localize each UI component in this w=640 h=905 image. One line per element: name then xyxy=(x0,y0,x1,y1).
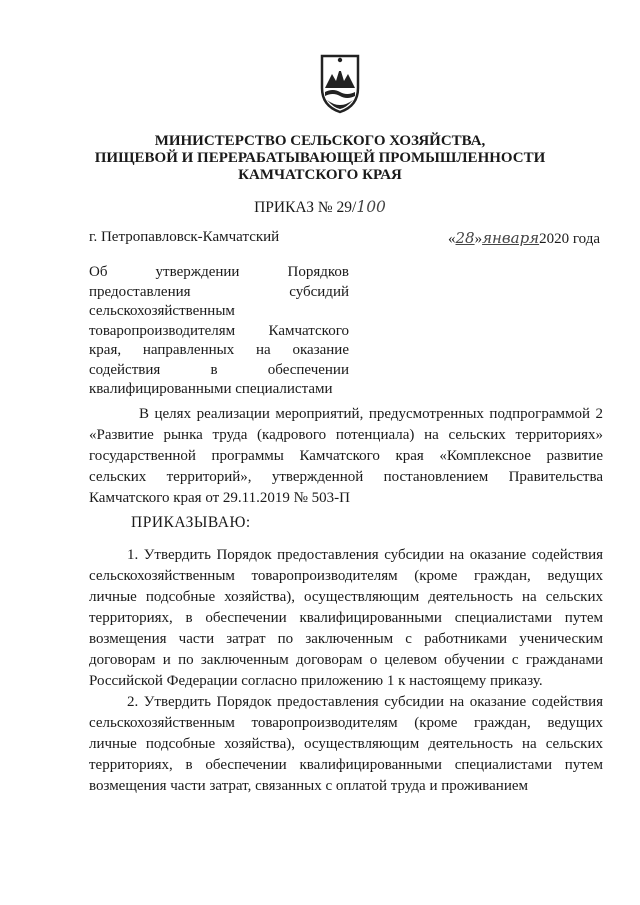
header-line-3: КАМЧАТСКОГО КРАЯ xyxy=(238,167,402,183)
place-of-issue: г. Петропавловск-Камчатский xyxy=(89,229,280,245)
order-subject: Об утверждении Порядков предоставления субсидий сельскохозяйственным товаропроизводителям Камчатского края, направленных на оказание содействия в обеспечении квалифицированными специалистами xyxy=(89,264,349,397)
header-line-2: ПИЩЕВОЙ И ПЕРЕРАБАТЫВАЮЩЕЙ ПРОМЫШЛЕННОСТИ xyxy=(94,150,546,166)
date-year: 2020 года xyxy=(539,231,600,247)
date-quote-close: » xyxy=(474,231,483,247)
order-label: ПРИКАЗ № 29/ xyxy=(254,199,357,216)
order-title xyxy=(60,198,580,217)
preamble-paragraph: В целях реализации мероприятий, предусмотренных подпрограммой 2 «Развитие рынка труда (кадрового потенциала) на сельских территориях» государственной программы Камчатского края «Комплексное развитие сельских территорий», утвержденной постановлением Правительства Камчатского края от 29.11.2019 № 503-П xyxy=(89,406,603,506)
order-directive: ПРИКАЗЫВАЮ: xyxy=(131,514,251,531)
order-clauses xyxy=(89,545,603,797)
order-handwritten-number: 100 xyxy=(356,198,386,216)
date-quote-open: « xyxy=(447,231,456,247)
ministry-header xyxy=(60,133,580,184)
clause-2: 2. Утвердить Порядок предоставления субсидии на оказание содействия сельскохозяйственным товаропроизводителям (кроме граждан, ведущих личные подсобные хозяйства), осуществляющим деятельность на сельских территориях, в обеспечении квалифицированными специалистами путем возмещения части затрат, связанных с оплатой труда и проживанием xyxy=(89,694,603,794)
date-month: января xyxy=(482,229,540,247)
order-date xyxy=(448,229,600,248)
kamchatka-coat-of-arms-icon xyxy=(318,52,362,114)
header-line-1: МИНИСТЕРСТВО СЕЛЬСКОГО ХОЗЯЙСТВА, xyxy=(154,133,486,149)
date-day: 28 xyxy=(455,229,475,247)
clause-1: 1. Утвердить Порядок предоставления субсидии на оказание содействия сельскохозяйственным товаропроизводителям (кроме граждан, ведущих личные подсобные хозяйства), осуществляющим деятельность на сельских территориях, в обеспечении квалифицированными специалистами путем возмещения части затрат по заключенным с работниками ученическим договорам и по заключенным договорам о целевом обучении с гражданами Российской Федерации согласно приложению 1 к настоящему приказу. xyxy=(89,547,603,689)
